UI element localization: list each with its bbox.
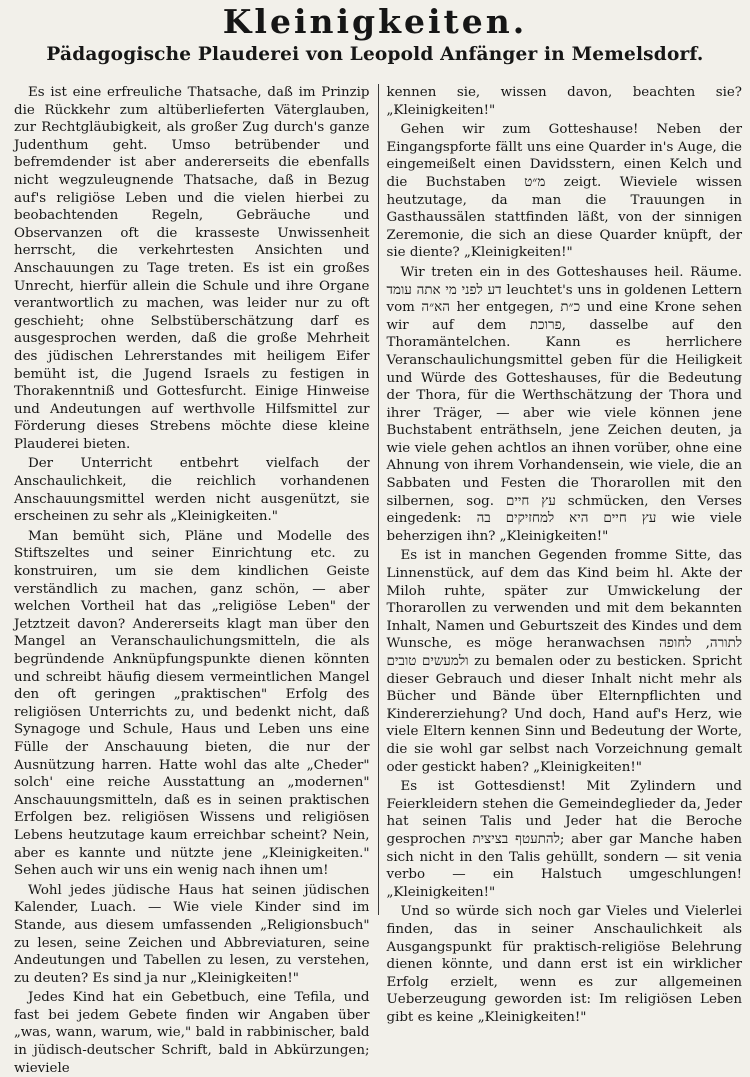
paragraph: Es ist Gottesdienst! Mit Zylindern und Feierkleidern stehen die Gemeindeglieder da, Jeder hat seinen Talis und Jeder hat die Beroche gesprochen להתעטף בציצית; aber gar Manche haben sich nicht in den Talis gehüllt, sondern — sit venia verbo — ein Halstuch umgeschlungen! „Kleinigkeiten!" (386, 779, 742, 900)
article-subtitle: Pädagogische Plauderei von Leopold Anfänger in Memelsdorf. (46, 44, 704, 65)
right-column (378, 84, 743, 1025)
paragraph: Man bemüht sich, Pläne und Modelle des Stiftszeltes und seiner Einrichtung etc. zu konstruiren, um sie dem kindlichen Geiste verständlich zu machen, ganz schön, — aber welchen Vortheil hat das „religiöse Leben" der Jetztzeit davon? Andererseits klagt man über den Mangel an Veranschaulichungsmitteln, die als begründende Anknüpfungspunkte dienen könnten und schreibt häufig diesem vermeintlichen Mangel den oft geringen „praktischen" Erfolg des religiösen Unterrichts zu, und bedenkt nicht, daß Synagoge und Schule, Haus und Leben uns eine Fülle der Anschauung bieten, die nur der Ausnützung harren. Hatte wohl das alte „Cheder" solch' eine reiche Ausstattung an „modernen" Anschauungsmitteln, daß es in seinen praktischen Erfolgen bez. religiösen Wissens und religiösen Lebens heutzutage kaum erreichbar scheint? Nein, aber es kannte und nützte jene „Kleinigkeiten." Sehen auch wir uns ein wenig nach ihnen um! (14, 528, 370, 879)
paragraph: Gehen wir zum Gotteshause! Neben der Eingangspforte fällt uns eine Quarder in's Auge, die eingemeißelt einen Davidsstern, einen Kelch und die Buchstaben מ״ט zeigt. Wieviele wissen heutzutage, da man die Trauungen in Gasthaussälen stattfinden läßt, von der sinnigen Zeremonie, die sich an diese Quarder knüpft, der sie diente? „Kleinigkeiten!" (386, 122, 742, 261)
paragraph: kennen sie, wissen davon, beachten sie? „Kleinigkeiten!" (386, 85, 742, 118)
paragraph: Der Unterricht entbehrt vielfach der Anschaulichkeit, die reichlich vorhandenen Anschauungsmittel werden nicht ausgenützt, sie erscheinen zu sehr als „Kleinigkeiten." (14, 456, 370, 525)
paragraph: Es ist in manchen Gegenden fromme Sitte, das Linnenstück, auf dem das Kind beim hl. Akte der Miloh ruhte, später zur Umwickelung der Thorarollen zu verwenden und mit dem bekannten Inhalt, Namen und Geburtszeit des Kindes und dem Wunsche, es möge heranwachsen לתורה, לחופה ולמעשים טובים zu bemalen oder zu besticken. Spricht dieser Gebrauch und dieser Inhalt nicht mehr als Bücher und Bände über Elternpflichten und Kindererziehung? Und doch, Hand auf's Herz, wie viele Eltern kennen Sinn und Bedeutung der Worte, die sie wohl gar selbst nach Vorzeichnung gemalt oder gestickt haben? „Kleinigkeiten!" (386, 548, 743, 775)
paragraph: Jedes Kind hat ein Gebetbuch, eine Tefila, und fast bei jedem Gebete finden wir Angaben über „was, wann, warum, wie," bald in rabbinischer, bald in jüdisch-deutscher Schrift, bald in Abkürzungen; wieviele (14, 990, 370, 1076)
article-title: Kleinigkeiten. (222, 2, 528, 41)
paragraph: Wir treten ein in des Gotteshauses heil. Räume. דע לפני מי אתה עומד leuchtet's uns in goldenen Lettern vom הא״ה her entgegen, כ״ת und eine Krone sehen wir auf dem פרוכת, dasselbe auf den Thoramäntelchen. Kann es herrlichere Veranschaulichungsmittel geben für die Heiligkeit und Würde des Gotteshauses, für die Bedeutung der Thora, für die Werthschätzung der Thora und ihrer Träger, — aber wie viele können jene Buchstabent enträthseln, jene Zeichen deuten, ja wie viele gehen achtlos an ihnen vorüber, ohne eine Ahnung von ihrem Vorhandensein, wie viele, die an Sabbaten und Festen die Thorarollen mit den silbernen, sog. עץ חיים schmücken, den Verses eingedenk: עץ חיים היא למחזיקים בה wie viele beherzigen ihn? „Kleinigkeiten!" (386, 264, 742, 544)
article-body (14, 84, 743, 1076)
paragraph: Es ist eine erfreuliche Thatsache, daß im Prinzip die Rückkehr zum altüberlieferten Väterglauben, zur Rechtgläubigkeit, als großer Zug durch's ganze Judenthum geht. Umso betrübender und befremdender ist aber andererseits die ebenfalls nicht wegzuleugnende Thatsache, daß in Bezug auf's religiöse Leben und die vielen hierbei zu beobachtenden Regeln, Gebräuche und Observanzen oft die krasseste Unwissenheit herrscht, die verkehrtesten Ansichten und Anschauungen zu Tage treten. Es ist ein großes Unrecht, hierfür allein die Schule und ihre Organe verantwortlich zu machen, was leider nur zu oft geschieht; ohne Selbstüberschätzung darf es ausgesprochen werden, daß die große Mehrheit des jüdischen Lehrerstandes mit heiligem Eifer bemüht ist, die Jugend Israels zu festigen in Thorakenntniß und Gottesfurcht. Einige Hinweise und Andeutungen auf werthvolle Hilfsmittel zur Förderung dieses Strebens möchte diese kleine Plauderei bieten. (14, 85, 370, 452)
paragraph: Wohl jedes jüdische Haus hat seinen jüdischen Kalender, Luach. — Wie viele Kinder sind im Stande, aus diesem umfassenden „Religionsbuch" zu lesen, seine Zeichen und Abbreviaturen, seine Andeutungen und Tabellen zu lesen, zu verstehen, zu deuten? Es sind ja nur „Kleinigkeiten!" (14, 882, 370, 986)
left-column (14, 84, 378, 1076)
paragraph: Und so würde sich noch gar Vieles und Vielerlei finden, das in seiner Anschaulichkeit als Ausgangspunkt für praktisch-religiöse Belehrung dienen könnte, und dann erst ist ein wirklicher Erfolg erzielt, wenn es zur allgemeinen Ueberzeugung geworden ist: Im religiösen Leben gibt es keine „Kleinigkeiten!" (386, 904, 742, 1025)
